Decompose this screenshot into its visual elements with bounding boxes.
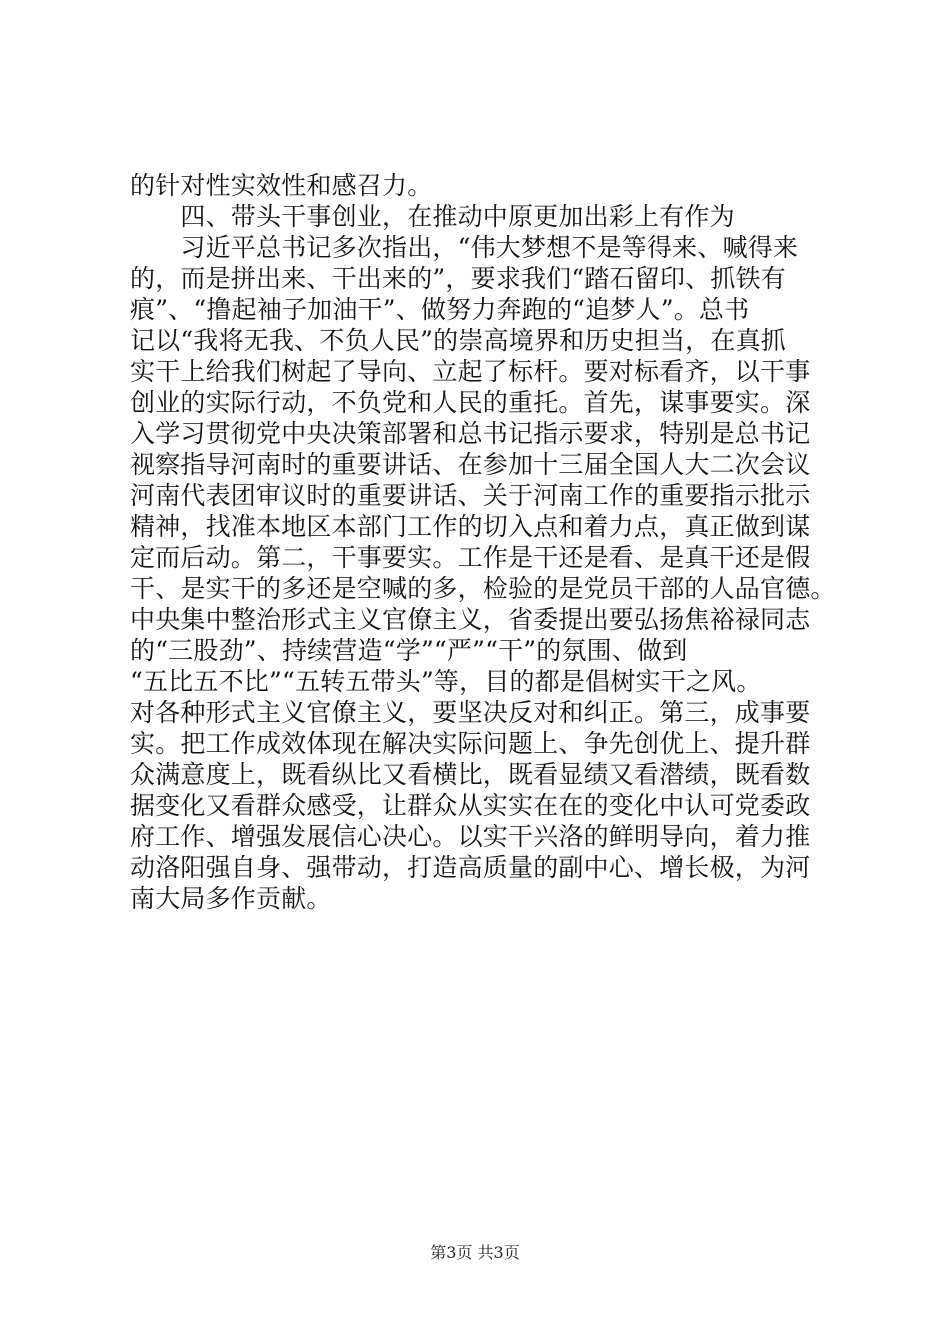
text-line: 习近平总书记多次指出，“伟大梦想不是等得来、喊得来: [130, 233, 799, 262]
text-line: 痕”、“撸起袖子加油干”、做努力奔跑的“追梦人”。总书: [130, 295, 750, 324]
body-text: [130, 170, 836, 914]
text-line: 的，而是拼出来、干出来的”，要求我们“踏石留印、抓铁有: [130, 264, 786, 293]
text-line: 干、是实干的多还是空喊的多，检验的是党员干部的人品官德。: [130, 574, 836, 603]
text-line: 河南代表团审议时的重要讲话、关于河南工作的重要指示批示: [130, 481, 811, 510]
text-line: 中央集中整治形式主义官僚主义，省委提出要弘扬焦裕禄同志: [130, 605, 811, 634]
text-line: 入学习贯彻党中央决策部署和总书记指示要求，特别是总书记: [130, 419, 811, 448]
text-line: 定而后动。第二，干事要实。工作是干还是看、是真干还是假: [130, 543, 811, 572]
text-line: 据变化又看群众感受，让群众从实实在在的变化中认可党委政: [130, 791, 811, 820]
text-line: 的针对性实效性和感召力。: [130, 171, 433, 200]
text-line: “五比五不比”“五转五带头”等，目的都是倡树实干之风。: [130, 667, 762, 696]
text-line: 南大局多作贡献。: [130, 884, 332, 913]
text-line: 众满意度上，既看纵比又看横比，既看显绩又看潜绩，既看数: [130, 760, 811, 789]
page-number-footer: 第3页 共3页: [430, 1243, 520, 1262]
text-line: 记以“我将无我、不负人民”的崇高境界和历史担当，在真抓: [130, 326, 786, 355]
text-line: 创业的实际行动，不负党和人民的重托。首先，谋事要实。深: [130, 388, 811, 417]
text-line: 实干上给我们树起了导向、立起了标杆。要对标看齐，以干事: [130, 357, 811, 386]
text-line: 的“三股劲”、持续营造“学”“严”“干”的氛围、做到: [130, 636, 688, 665]
text-line: 视察指导河南时的重要讲话、在参加十三届全国人大二次会议: [130, 450, 811, 479]
text-line: 对各种形式主义官僚主义，要坚决反对和纠正。第三，成事要: [130, 698, 811, 727]
section-heading: 四、带头干事创业，在推动中原更加出彩上有作为: [130, 202, 735, 231]
text-line: 动洛阳强自身、强带动，打造高质量的副中心、增长极，为河: [130, 853, 811, 882]
text-line: 府工作、增强发展信心决心。以实干兴洛的鲜明导向，着力推: [130, 822, 811, 851]
text-line: 实。把工作成效体现在解决实际问题上、争先创优上、提升群: [130, 729, 811, 758]
text-line: 精神，找准本地区本部门工作的切入点和着力点，真正做到谋: [130, 512, 811, 541]
